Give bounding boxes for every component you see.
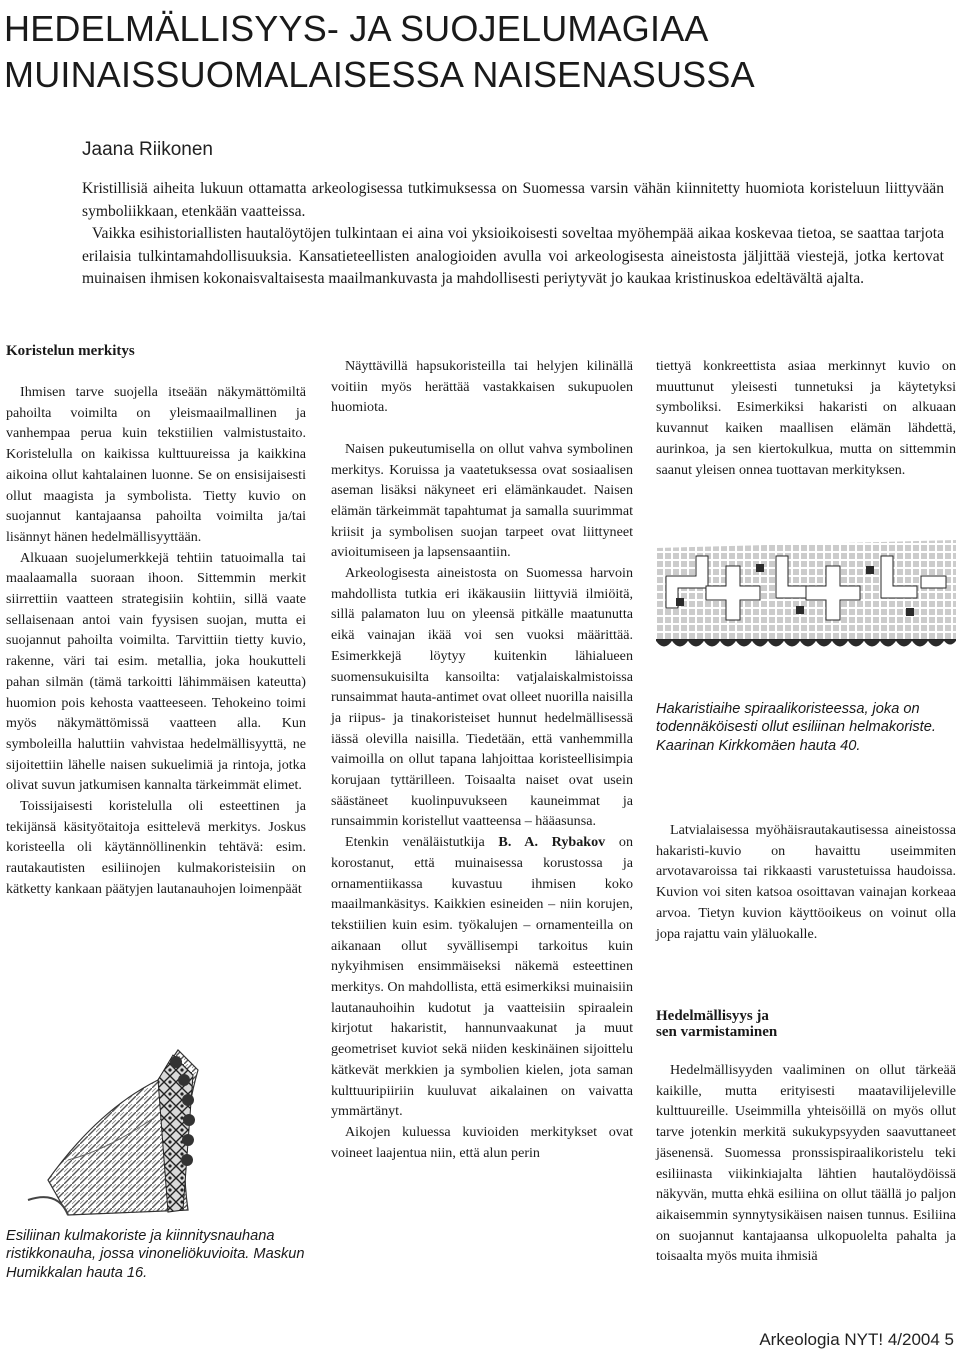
col2-paragraph-3: Arkeologisesta aineistosta on Suomessa harvoin mahdollista tutkia eri ikäkausiin liittyviä ilmiöitä, sillä palamaton luu on yleensä pitkälle maatunutta eikä vainajan ikää voi sen vuoksi määrittää. Esimerkkejä löytyy kuitenkin lähialueen suomensukuisilta kansoilta: vatjalaiskalmistoissa runsaimmat hauta-antimet ovat olleet nuorilla naisilla ja riipus- ja tinakoristeiset hunnut hedelmällisessä iässä olevilla naisilla. Tiedetään, että vanhemmilla vaimoilla on ollut tapana lahjoittaa koristeellisimpia korujaan tyttärilleen. Toisaalta naiset ovat usein säästäneet kuolinpuvukseen kauneimmat ja runsaimmin koristellut vaatteensa – hääasunsa. <box>331 565 633 830</box>
title-line-1: HEDELMÄLLISYYS- JA SUOJELUMAGIAA <box>4 8 709 49</box>
col2-paragraph-4 <box>331 832 633 1122</box>
intro-sentence-1: Kristillisiä aiheita lukuun ottamatta arkeologisessa tutkimuksessa on Suomessa varsin vähän kiinnitetty huomiota koristeluun liittyvään symboliikkaan, etenkään vaatteissa. <box>82 180 944 220</box>
section-heading-line-2: sen varmistaminen <box>656 1024 778 1040</box>
column-3-middle <box>656 820 956 944</box>
col2-paragraph-4-start: Etenkin venäläistutkija <box>345 834 499 851</box>
page-footer: Arkeologia NYT! 4/2004 5 <box>759 1330 954 1349</box>
column-1 <box>6 342 306 900</box>
col1-paragraph-3: Toissijaisesti koristelulla oli esteettinen ja tekijänsä käsityötaitoja esittelevä merkitys. Joskus koristeella oli käytännöllinenkin tehtävä: esim. rautakautisten esiliinojen kulmakoristeisiin on kätketty kankaan päätyjen lautanauhojen loimenpäät <box>6 798 306 897</box>
col3-paragraph-2: Latvialaisessa myöhäisrautakautisessa aineistossa hakaristi-kuvio on havaittu useimmiten arvotavaroissa tai rikkaasti varustetuissa haudoissa. Kuvion voi siten katsoa osoittavan vainajan korkeaa arvoa. Tietyn kuvion käyttöoikeus on voinut olla jopa rajattu vain yläluokalle. <box>656 822 956 942</box>
column-2 <box>331 356 633 1163</box>
apron-corner-figure <box>8 1040 308 1220</box>
title-line-2: MUINAISSUOMALAISESSA NAISENASUSSA <box>4 54 755 95</box>
researcher-name: B. A. Rybakov <box>498 834 606 851</box>
col3-paragraph-3: Hedelmällisyyden vaaliminen on ollut tärkeää kaikille, mutta erityisesti maatavilijeleville kulttuureille. Useimmilla yhteisöillä on myös ollut tarve jotenkin merkitä sukukypsyyden saavuttaneet jäsenensä. Suomessa pronssispiraalikoristelu teki esiliinasta viikinkiajalta lähtien hautalöydöissä näkyvän, mutta ehkä esiliina on ollut täällä jo paljon aikaisemmin synnytysikäisen naisen tunnus. Esiliina on suojannut kantajaansa ulkopuolelta pahalta ja toisaalta myös muita ihmisiä <box>656 1062 956 1265</box>
col1-paragraph-1: Ihmisen tarve suojella itseään näkymättömiltä pahoilta voimilta on yleismaailmallinen ja vanhempaa perua kuin tekstiilien valmistustaito. Koristelulla on kaikissa kulttuureissa ja kaikkina aikoina ollut kahtalainen luonne. Se on ensisijaisesti ollut maagista ja symbolista. Tietty kuvio on suojannut kantajaansa pahoilta voimilta ja/tai lisännyt hänen hedelmällisyyttään. <box>6 384 306 545</box>
col2-paragraph-4-rest: on korostanut, että muinaisessa korustossa ja ornamentiikassa kuvastuu ihmisen koko maailmankäsitys. Kaikkien esineiden – niin korujen, tekstiilien kuin esim. työkalujen – ornamenteilla on aikanaan ollut syvällisempi tarkoitus kuin nykyihmisen ensimmäiseksi näkemä esteettinen merkitys. On mahdollista, että esimerkiksi muinaisiin lautanauhoihin kudotut ja vaatteisiin spiraalein kirjotut hakaristit, hannunvaakunat ja muut geometriset kuviot sekä niiden keskinäinen sijoittelu kätkevät merkkien ja symbolien kielen, jota saman kulttuuripiiriin kuuluvat aikalainen on vaivatta ymmärtänyt. <box>331 834 633 1120</box>
intro-lead <box>82 178 944 291</box>
col1-paragraph-2: Alkuaan suojelumerkkejä tehtiin tatuoimalla tai maalaamalla suoraan ihoon. Sittemmin merkit siirrettiin vaatteen strategisiin kohtiin, sillä vaate sellaisenaan antoi vain fyysisen suojan, mutta ei suojannut pahoilta voimilta. Tarvittiin tietty kuvio, rakenne, väri tai esim. metallia, joka houkutteli pahan silmän (tämä tarkoitti lähimmäisen kateutta) huomion pois kehosta vaatteeseen. Tehokeino toimi myös näkymättömissä vaatteen alla. Kun symboleilla haluttiin vahvistaa hedelmällisyyttä, ne sijoitettiin lähelle naisen sukuelimiä ja rintoja, jotka olivat suvun jatkumisen kannalta tärkeimmät elimet. <box>6 549 306 794</box>
col2-paragraph-2: Naisen pukeutumisella on ollut vahva symbolinen merkitys. Koruissa ja vaatetuksessa ovat sosiaalisen aseman lisäksi näkyneet eri elämänkaudet. Naisen elämän tärkeimmät tapahtumat ja samalla suurimmat kriisit ja symbolisen suojan tarpeet ovat liittyneet avioitumiseen ja lapsensaantiin. <box>331 440 633 561</box>
col2-paragraph-5: Aikojen kuluessa kuvioiden merkitykset ovat voineet laajentua niin, että alun perin <box>331 1124 633 1161</box>
intro-sentence-2: Vaikka esihistoriallisten hautalöytöjen tulkintaan ei aina voi yksioikoisesti soveltaa myöhempää aikaa koskevaa tietoa, se saattaa tarjota erilaisia tulkintamahdollisuuksia. <box>82 225 944 265</box>
section-heading-hedelmallisyys <box>656 1008 956 1040</box>
section-heading-line-1: Hedelmällisyys ja <box>656 1008 769 1024</box>
col2-paragraph-1: Näyttävillä hapsukoristeilla tai helyjen kilinällä voitiin myös herättää vastakkaisen sukupuolen huomiota. <box>331 358 633 416</box>
intro-sentence-3: Kansatieteellisten analogioiden avulla voi arkeologisesta aineistosta jäljittää viestejä, jotka kertovat muinaisen ihmisen kokonaisvaltaisesta maailmankuvasta ja mahdollisesti periytyvät jo kaukaa kristinuskoa edeltävältä ajalta. <box>82 247 944 288</box>
article-title <box>4 6 954 98</box>
author-name: Jaana Riikonen <box>82 139 213 160</box>
col3-paragraph-1: tiettyä konkreettista asiaa merkinnyt kuvio on muuttunut yleisesti tunnetuksi ja käytetyksi symboliksi. Esimerkiksi hakaristi on alkuaan kuvannut kaiken maallisen elämän lähdettä, aurinkoa, ja sen kiertokulkua, mutta on sittemmin saanut yleisen onnea tuottavan merkityksen. <box>656 358 956 478</box>
section-heading-koristelun-merkitys: Koristelun merkitys <box>6 343 135 359</box>
column-3-top <box>656 356 956 480</box>
figure-1-caption: Esiliinan kulmakoriste ja kiinnitysnauhana ristikkonauha, jossa vinoneliökuvioita. Maskun Humikkalan hauta 16. <box>6 1228 305 1281</box>
figure-2-caption: Hakaristiaihe spiraalikoristeessa, joka on todennäköisesti ollut esiliinan helmakoriste. Kaarinan Kirkkomäen hauta 40. <box>656 701 936 754</box>
swastika-ornament-figure <box>656 536 956 676</box>
column-3-bottom <box>656 1008 956 1267</box>
